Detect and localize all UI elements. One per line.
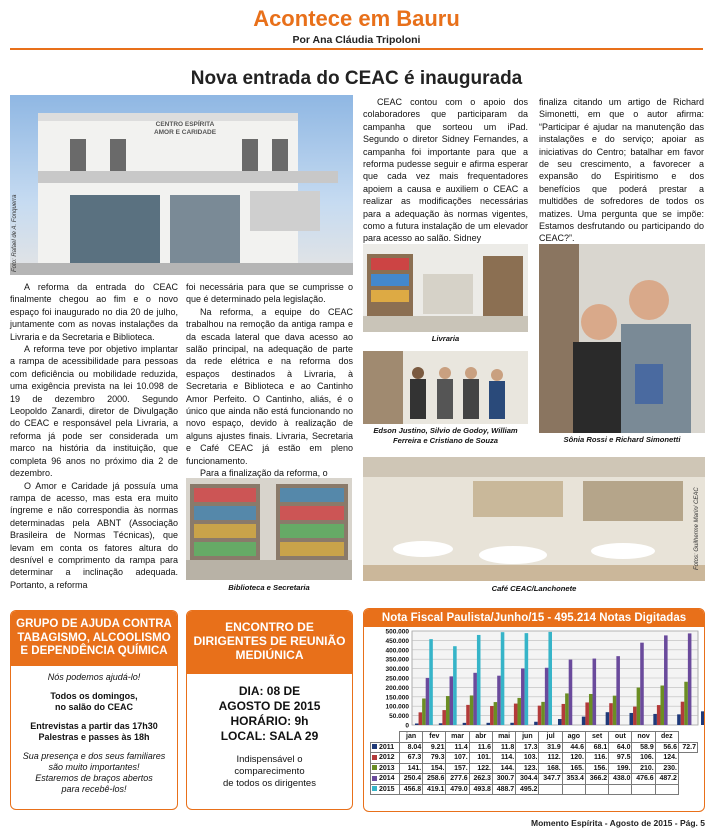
page-footer: Momento Espírita - Agosto de 2015 - Pág. 5: [531, 818, 705, 828]
bar-2011-jun: [534, 722, 538, 725]
table-cell: 44.6: [562, 742, 585, 753]
y-tick-label: 400.000: [385, 647, 409, 655]
photo-credit: Foto: Rafael de A. Fonquerra: [12, 194, 18, 272]
month-header: mar: [446, 732, 469, 743]
bar-2014-mai: [521, 668, 525, 725]
paragraph: O Amor e Caridade já possuía uma rampa de acesso, mas esta era muito íngreme e não correspondia às normas determinadas pela ABNT (Associação Brasileira de Normas Técnicas), que levam em conta os fatores altura do desnível e comprimento da rampa para determinar a inclinação adequada. Portanto, a reforma: [10, 480, 178, 590]
month-header: nov: [632, 732, 655, 743]
bar-2012-dez: [681, 702, 685, 725]
table-cell: 154.: [423, 763, 446, 774]
month-header: out: [609, 732, 632, 743]
table-cell: 68.1: [585, 742, 608, 753]
bookshelf-illustration: [186, 478, 352, 580]
bar-2012-abr: [490, 706, 494, 725]
paragraph: foi necessária para que se cumprisse o que é determinado pela legislação.: [186, 282, 353, 305]
building-sign: CENTRO ESPÍRITA AMOR E CARIDADE: [153, 121, 217, 136]
grupo-line: Nós podemos ajudá-lo!: [47, 671, 141, 682]
couple-photo: [539, 244, 705, 433]
bar-2012-out: [633, 707, 637, 725]
bar-2011-ago: [582, 717, 586, 725]
y-tick-label: 250.000: [385, 675, 409, 683]
table-row: [371, 784, 698, 795]
encontro-line: Indispensável o: [236, 754, 303, 765]
biblioteca-photo: [186, 478, 352, 580]
bar-2012-jan: [419, 712, 423, 725]
bar-2013-abr: [494, 702, 498, 725]
table-corner: [371, 732, 400, 743]
table-cell: 11.6: [469, 742, 492, 753]
table-cell: 67.3: [399, 753, 422, 764]
bar-2014-abr: [497, 676, 501, 725]
encontro-line: de todos os dirigentes: [223, 778, 316, 789]
cafe-photo: [363, 457, 705, 581]
table-cell: [609, 784, 632, 795]
table-cell: 9.21: [423, 742, 446, 753]
paragraph: Na reforma, a equipe do CEAC trabalhou na remoção da antiga rampa e da escada lateral que dava acesso ao salão principal, na adequação de parte da rede elétrica e na reforma dos espaços destinados à Livraria, à Secretaria e Biblioteca e ao Cantinho Amor Perfeito. O Cantinho, aliás, é o único que ainda não está funcionando no novo espaço, devido à realização de alguns ajustes finais. Livraria, Secretaria e Café CEAC já estão em pleno funcionamento.: [186, 306, 353, 466]
bar-2011-nov: [653, 714, 657, 725]
caption-cafe: Café CEAC/Lanchonete: [491, 584, 577, 593]
table-cell: 97.5: [609, 753, 632, 764]
table-cell: 31.9: [539, 742, 562, 753]
table-cell: 210.: [632, 763, 655, 774]
month-header: jan: [399, 732, 422, 743]
y-tick-label: 100.000: [385, 703, 409, 711]
table-cell: 58.9: [632, 742, 655, 753]
table-cell: 141.: [399, 763, 422, 774]
bar-2012-jul: [562, 704, 566, 725]
table-cell: 64.0: [609, 742, 632, 753]
grupo-ajuda-box: [10, 610, 178, 810]
grupo-line: são muito importantes!: [48, 761, 140, 772]
chart-data-table: [370, 731, 698, 795]
header-rule: [10, 48, 703, 50]
series-name: 2013: [379, 764, 395, 772]
y-tick-label: 500.000: [385, 628, 409, 636]
bar-2011-mar: [463, 723, 467, 725]
legend-swatch: [372, 744, 377, 749]
bar-2014-jan: [426, 678, 430, 725]
bar-2014-nov: [664, 635, 668, 725]
table-cell: 476.6: [632, 774, 655, 785]
table-cell: [539, 784, 562, 795]
bar-2015-mai: [525, 633, 529, 725]
table-cell: 493.8: [469, 784, 492, 795]
table-cell: 230.: [655, 763, 678, 774]
bar-2014-jul: [569, 660, 573, 725]
table-cell: 106.: [632, 753, 655, 764]
y-tick-label: 300.000: [385, 666, 409, 674]
paragraph: finaliza citando um artigo de Richard Simonetti, em que o autor afirma: “Participar é ajudar na manutenção das instalações e do serviço; apoiar as iniciativas do Centro; batalhar em favor de seu crescimento, a favorecer a expansão do Espiritismo e dos benefícios que poderá prestar a multidões de sofredores de todos os matizes. Uma pergunta que se impõe: Estamos desfrutando ou participando do CEAC?”.: [539, 97, 704, 244]
bar-2014-dez: [688, 633, 692, 725]
caption-couple: Sônia Rossi e Richard Simonetti: [563, 435, 681, 444]
bar-2015-mar: [477, 635, 481, 725]
livraria-illustration: [363, 244, 528, 332]
encontro-line: DIA: 08 DE: [238, 684, 301, 698]
table-cell: 122.: [469, 763, 492, 774]
encontro-box: [186, 610, 353, 810]
legend-swatch: [372, 765, 377, 770]
series-name: 2014: [379, 775, 395, 783]
table-cell: 300.7: [492, 774, 515, 785]
table-cell: 101.: [469, 753, 492, 764]
y-tick-label: 350.000: [385, 656, 409, 664]
bar-2013-jul: [565, 693, 569, 725]
bar-2015-fev: [453, 646, 457, 725]
month-header: dez: [655, 732, 678, 743]
series-name: 2011: [379, 743, 395, 751]
y-tick-label: 0: [405, 722, 409, 730]
paragraph: A reforma da entrada do CEAC finalmente chegou ao fim e o novo espaço foi inaugurado no dia 20 de julho, juntamente com as novas instalações da Livraria e da Secretaria e Biblioteca.: [10, 282, 178, 342]
photo-credit: Fotos: Guilherme Marin/ CEAC: [694, 487, 700, 570]
series-label: [371, 784, 400, 795]
encontro-title: ENCONTRO DE DIRIGENTES DE REUNIÃO MEDIÚNICA: [187, 611, 352, 674]
bar-2014-out: [640, 643, 644, 725]
month-header: abr: [469, 732, 492, 743]
table-cell: 157.: [446, 763, 469, 774]
table-row: [371, 742, 698, 753]
byline: Por Ana Cláudia Tripoloni: [292, 34, 421, 46]
y-tick-label: 150.000: [385, 694, 409, 702]
paragraph: Para a finalização da reforma, o: [200, 468, 328, 479]
bar-2011-mai: [510, 723, 514, 725]
grupo-line: Estaremos de braços abertos: [35, 772, 153, 783]
bar-2014-jun: [545, 668, 549, 725]
grupo-line: Entrevistas a partir das 17h30: [30, 720, 158, 731]
nota-fiscal-chart-box: [363, 608, 705, 812]
grupo-line: Palestras e passes às 18h: [38, 731, 150, 742]
legend-swatch: [372, 755, 377, 760]
table-header-row: [371, 732, 698, 743]
bar-2015-jun: [548, 632, 552, 725]
bar-2011-abr: [487, 723, 491, 725]
table-cell: 114.: [492, 753, 515, 764]
table-cell: 304.4: [516, 774, 539, 785]
table-cell: 487.2: [655, 774, 678, 785]
grupo-ajuda-title: GRUPO DE AJUDA CONTRA TABAGISMO, ALCOOLISMO E DEPENDÊNCIA QUÍMICA: [11, 611, 177, 666]
table-row: [371, 763, 698, 774]
series-label: [371, 774, 400, 785]
table-cell: 456.8: [399, 784, 422, 795]
table-cell: 107.: [446, 753, 469, 764]
table-cell: 156.: [585, 763, 608, 774]
y-tick-label: 450.000: [385, 637, 409, 645]
bar-2013-mar: [470, 695, 474, 725]
table-cell: [585, 784, 608, 795]
table-cell: 56.6: [655, 742, 678, 753]
table-cell: 353.4: [562, 774, 585, 785]
bar-2015-abr: [501, 632, 505, 725]
bar-2012-fev: [442, 710, 446, 725]
bar-2014-fev: [450, 676, 454, 725]
table-cell: 103.: [516, 753, 539, 764]
table-cell: 419.1: [423, 784, 446, 795]
month-header: mai: [492, 732, 515, 743]
caption-biblioteca: Biblioteca e Secretaria: [228, 583, 310, 592]
encontro-line: comparecimento: [234, 766, 305, 777]
table-cell: 124.: [655, 753, 678, 764]
bar-2013-set: [613, 696, 617, 725]
table-cell: [655, 784, 678, 795]
legend-swatch: [372, 786, 377, 791]
y-tick-label: 50.000: [389, 713, 409, 721]
people-illustration: [363, 351, 528, 424]
bar-2011-out: [630, 713, 634, 725]
article-column-2: [186, 281, 353, 480]
article-column-4: [539, 96, 704, 245]
article-title: Nova entrada do CEAC é inaugurada: [190, 68, 523, 89]
table-cell: 438.0: [609, 774, 632, 785]
livraria-photo: [363, 244, 528, 332]
table-cell: 250.4: [399, 774, 422, 785]
table-cell: 144.: [492, 763, 515, 774]
bar-2013-dez: [684, 682, 688, 725]
cafe-illustration: [363, 457, 705, 581]
chart-title: Nota Fiscal Paulista/Junho/15 - 495.214 Notas Digitadas: [364, 609, 704, 627]
bar-2012-jun: [538, 706, 542, 725]
bar-2014-mar: [473, 673, 477, 725]
bar-2011-undefined: [701, 711, 705, 725]
series-name: 2015: [379, 785, 395, 793]
month-header: set: [585, 732, 608, 743]
encontro-line: LOCAL: SALA 29: [220, 729, 319, 743]
couple-illustration: [539, 244, 705, 433]
series-label: [371, 763, 400, 774]
table-cell: 258.6: [423, 774, 446, 785]
building-photo: [10, 95, 353, 275]
bar-2014-ago: [593, 659, 597, 725]
table-cell: 11.8: [492, 742, 515, 753]
table-row: [371, 774, 698, 785]
grupo-line: no salão do CEAC: [54, 701, 133, 712]
y-tick-label: 200.000: [385, 684, 409, 692]
bar-2013-mai: [517, 698, 521, 725]
bar-2015-jan: [429, 639, 433, 725]
bar-2014-set: [616, 656, 620, 725]
bar-2011-jul: [558, 719, 562, 725]
table-cell: [562, 784, 585, 795]
bar-2012-ago: [585, 702, 589, 725]
paragraph: CEAC contou com o apoio dos colaboradores que participaram da campanha que sorteou um iPad. Segundo o diretor Sidney Fernandes, a campanha foi importante para que a reforma pudesse seguir e afirma esperar que cada vez mais frequentadores apoiem a causa e auxiliem o CEAC a realizar as modificações necessárias para a adequação às normas vigentes, como a futura instalação de um elevador para acesso ao salão. Sidney: [363, 97, 528, 244]
table-cell: 495.2: [516, 784, 539, 795]
grupo-line: para recebê-los!: [61, 783, 127, 794]
bar-2013-jun: [541, 702, 545, 725]
table-cell: 120.: [562, 753, 585, 764]
table-row: [371, 753, 698, 764]
table-cell: 8.04: [399, 742, 422, 753]
table-cell: 262.3: [469, 774, 492, 785]
table-cell: 11.4: [446, 742, 469, 753]
bar-2011-set: [606, 712, 610, 725]
month-header: ago: [562, 732, 585, 743]
bar-chart: [364, 627, 705, 731]
bar-2013-out: [637, 688, 641, 725]
bar-2011-jan: [415, 723, 419, 725]
legend-swatch: [372, 776, 377, 781]
bar-2013-jan: [422, 698, 426, 725]
month-header: fev: [423, 732, 446, 743]
bar-2012-mai: [514, 704, 518, 725]
table-cell: 165.: [562, 763, 585, 774]
grupo-line: Todos os domingos,: [50, 690, 138, 701]
article-column-1: [10, 281, 178, 591]
caption-livraria: Livraria: [431, 334, 460, 343]
table-cell: 277.6: [446, 774, 469, 785]
encontro-line: AGOSTO DE 2015: [218, 699, 321, 713]
table-cell: 116.: [585, 753, 608, 764]
table-cell: 112.: [539, 753, 562, 764]
bar-2013-ago: [589, 694, 593, 725]
series-label: [371, 753, 400, 764]
table-cell: 479.0: [446, 784, 469, 795]
month-header: jul: [539, 732, 562, 743]
encontro-line: HORÁRIO: 9h: [230, 714, 309, 728]
table-cell: 488.7: [492, 784, 515, 795]
people-photo: [363, 351, 528, 424]
table-cell: 347.7: [539, 774, 562, 785]
table-cell: 199.: [609, 763, 632, 774]
table-cell: 79.3: [423, 753, 446, 764]
table-cell: [632, 784, 655, 795]
table-cell: 17.3: [516, 742, 539, 753]
table-cell: 366.2: [585, 774, 608, 785]
grupo-line: Sua presença e dos seus familiares: [22, 750, 166, 761]
bar-2012-set: [609, 703, 613, 725]
bar-2012-nov: [657, 705, 661, 725]
bar-2012-mar: [466, 705, 470, 725]
paragraph: A reforma teve por objetivo implantar a rampa de acessibilidade para pessoas com deficiência ou mobilidade reduzida, uma exigência prevista na lei 10.098 de 19 de dezembro 2000. Segundo Leopoldo Zanardi, diretor de Divulgação do CEAC e responsável pela Livraria, a reforma já pode ser considerada um marco na história da instituição, que completa 96 anos no próximo dia 2 de dezembro.: [10, 344, 178, 479]
month-header: jun: [516, 732, 539, 743]
series-name: 2012: [379, 754, 395, 762]
bar-2013-nov: [660, 686, 664, 725]
bar-2013-fev: [446, 696, 450, 725]
bar-2011-fev: [439, 723, 443, 725]
series-label: [371, 742, 400, 753]
article-column-3: [363, 96, 528, 245]
caption-people: Edson Justino, Silvio de Godoy, William Ferreira e Cristiano de Souza: [373, 426, 518, 445]
table-cell: 72.7: [678, 742, 697, 753]
table-cell: 168.: [539, 763, 562, 774]
bar-2011-dez: [677, 714, 681, 725]
section-title: Acontece em Bauru: [253, 6, 460, 31]
table-cell: 123.: [516, 763, 539, 774]
